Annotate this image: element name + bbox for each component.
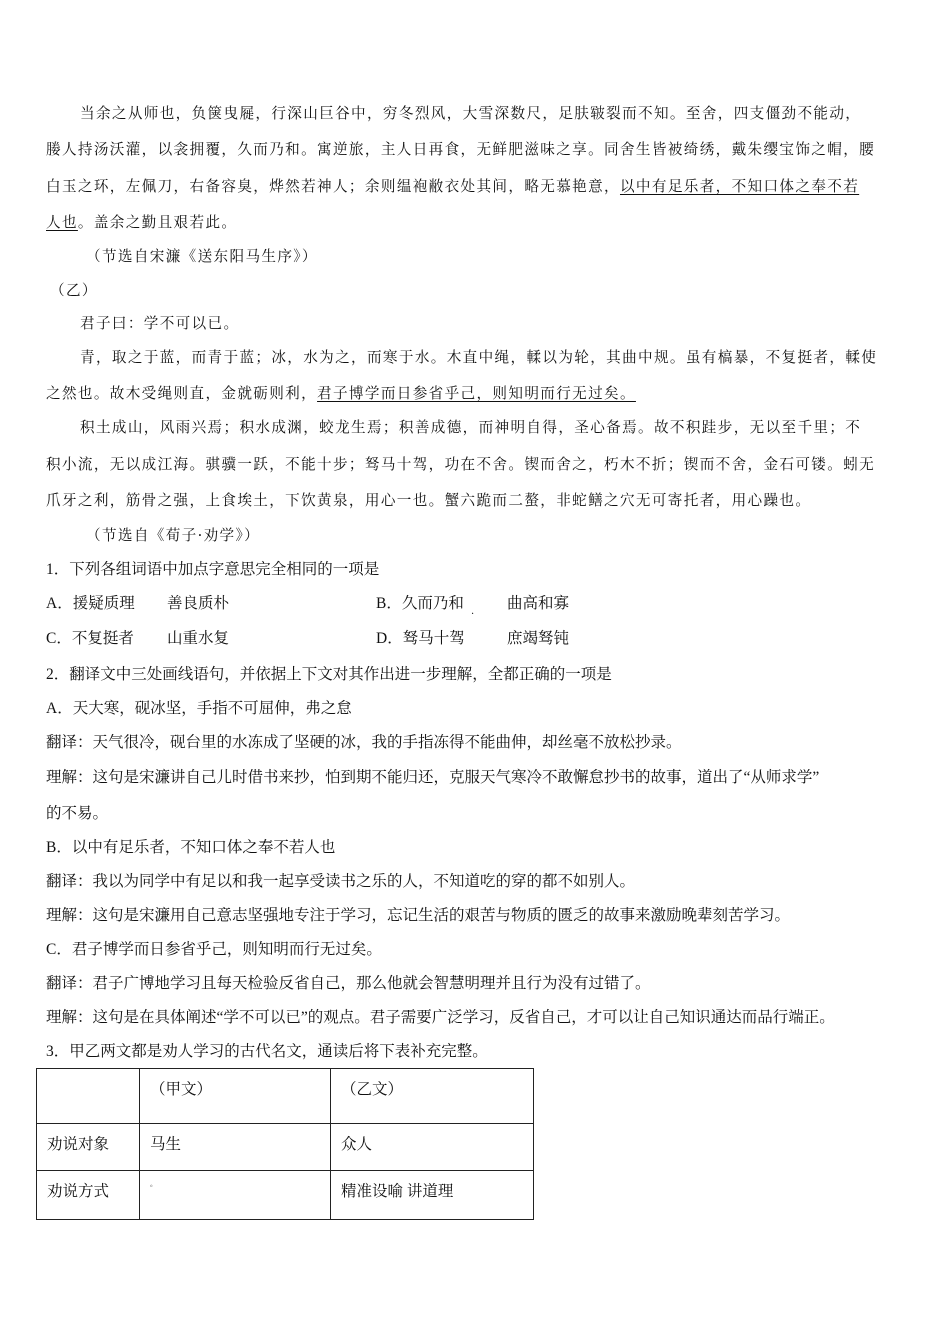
q2-b-understanding: 理解：这句是宋濂用自己意志坚强地专注于学习，忘记生活的艰苦与物质的匮乏的故事来激励晚辈刻苦学习。 <box>46 907 791 924</box>
table-header-yi: （乙文） <box>331 1069 534 1124</box>
q2-a-understanding-2: 的不易。 <box>46 805 109 822</box>
q2-a-title: A．天大寒，砚冰坚，手指不可屈伸，弗之怠 <box>46 700 352 717</box>
q1-option-d-word-2: 庶竭驽钝 <box>507 630 570 647</box>
passage-jia-line-3 <box>46 177 906 197</box>
passage-yi-p2-line-1: 青，取之于蓝，而青于蓝；冰，水为之，而寒于水。木直中绳，輮以为轮，其曲中规。虽有槁暴，不复挺者，輮使 <box>80 349 878 366</box>
table-cell-row-label: 劝说方式 <box>37 1171 140 1220</box>
option-letter: A． <box>46 595 73 612</box>
q3-stem: 3．甲乙两文都是劝人学习的古代名文，通读后将下表补充完整。 <box>46 1043 488 1060</box>
underlined-sentence-yi: 君子博学而日参省乎己，则知明而行无过矣。 <box>317 385 636 402</box>
option-word-1: 驽马十驾 <box>402 630 465 647</box>
q2-stem: 2．翻译文中三处画线语句，并依据上下文对其作出进一步理解，全都正确的一项是 <box>46 666 612 683</box>
table-cell-answer-blank[interactable] <box>140 1171 331 1220</box>
passage-jia-line-3-text: 白玉之环，左佩刀，右备容臭，烨然若神人；余则缊袍敝衣处其间，略无慕艳意， <box>46 178 620 195</box>
underlined-sentence-part-2: 人也 <box>46 214 78 231</box>
q3-table <box>36 1068 534 1220</box>
passage-jia-tail: 。盖余之勤且艰若此。 <box>77 214 238 231</box>
q1-option-d <box>376 629 465 649</box>
q2-a-translation: 翻译：天气很冷，砚台里的水冻成了坚硬的冰，我的手指冻得不能曲伸，却丝毫不放松抄录。 <box>46 734 682 751</box>
q1-option-a-word-2: 善良质朴 <box>167 595 230 612</box>
table-row <box>37 1124 534 1171</box>
q2-c-translation: 翻译：君子广博地学习且每天检验反省自己，那么他就会智慧明理并且行为没有过错了。 <box>46 975 651 992</box>
q2-b-translation: 翻译：我以为同学中有足以和我一起享受读书之乐的人，不知道吃的穿的都不如别人。 <box>46 873 636 890</box>
table-header-jia: （甲文） <box>140 1069 331 1124</box>
table-row <box>37 1069 534 1124</box>
q2-b-title: B．以中有足乐者，不知口体之奉不若人也 <box>46 839 336 856</box>
passage-yi-p3-line-2: 积小流，无以成江海。骐骥一跃，不能十步；驽马十驾，功在不舍。锲而舍之，朽木不折；锲而不舍，金石可镂。蚓无 <box>46 456 876 473</box>
passage-jia-line-2: 媵人持汤沃灌，以衾拥覆，久而乃和。寓逆旅，主人日再食，无鲜肥滋味之享。同舍生皆被绮绣，戴朱缨宝饰之帽，腰 <box>46 141 876 158</box>
passage-yi-p3-line-1: 积土成山，风雨兴焉；积水成渊，蛟龙生焉；积善成德，而神明自得，圣心备焉。故不积跬步，无以至千里；不 <box>80 419 862 436</box>
table-cell: 精准设喻 讲道理 <box>331 1171 534 1220</box>
passage-jia-line-1: 当余之从师也，负箧曳屣，行深山巨谷中，穷冬烈风，大雪深数尺，足肤皲裂而不知。至舍，四支僵劲不能动， <box>80 105 862 122</box>
q2-c-understanding: 理解：这句是在具体阐述“学不可以已”的观点。君子需要广泛学习，反省自己，才可以让自己知识通达而品行端正。 <box>46 1009 835 1026</box>
passage-yi-label: （乙） <box>50 282 98 299</box>
q1-option-a <box>46 594 135 614</box>
q1-option-b <box>376 594 464 614</box>
table-cell: 众人 <box>331 1124 534 1171</box>
passage-yi-p2-line-2-text: 之然也。故木受绳则直，金就砺则利， <box>46 385 318 402</box>
option-letter: D． <box>376 630 403 647</box>
q1-option-b-word-2: 曲高和寡 <box>507 595 570 612</box>
option-word-1: 不复挺者 <box>71 630 134 647</box>
passage-yi-p2-line-2 <box>46 384 906 404</box>
option-word-1: 援疑质理 <box>72 595 135 612</box>
table-row <box>37 1171 534 1220</box>
option-letter: B． <box>376 595 402 612</box>
table-cell-row-label: 劝说对象 <box>37 1124 140 1171</box>
passage-yi-p1: 君子曰：学不可以已。 <box>80 315 240 332</box>
blank-mark: 。 <box>150 1180 157 1188</box>
q1-option-c <box>46 629 134 649</box>
passage-yi-source: （节选自《荀子·劝学》） <box>86 527 261 544</box>
option-letter: C． <box>46 630 72 647</box>
passage-jia-line-4 <box>46 213 906 233</box>
q2-a-understanding-1: 理解：这句是宋濂讲自己儿时借书来抄，怕到期不能归还，克服天气寒冷不敢懈怠抄书的故事，道出了“从师求学” <box>46 769 820 786</box>
q2-c-title: C．君子博学而日参省乎己，则知明而行无过矣。 <box>46 941 382 958</box>
table-cell: 马生 <box>140 1124 331 1171</box>
underlined-sentence-part-1: 以中有足乐者，不知口体之奉不若 <box>619 178 860 195</box>
q1-option-c-word-2: 山重水复 <box>167 630 230 647</box>
passage-jia-source: （节选自宋濂《送东阳马生序》） <box>86 248 318 265</box>
table-cell <box>37 1069 140 1124</box>
emphasis-dot-icon: . <box>471 606 475 617</box>
q1-stem: 1．下列各组词语中加点字意思完全相同的一项是 <box>46 561 380 578</box>
passage-yi-p3-line-3: 爪牙之利，筋骨之强，上食埃土，下饮黄泉，用心一也。蟹六跪而二螯，非蛇鳝之穴无可寄托者，用心躁也。 <box>46 492 812 509</box>
option-word-1: 久而乃和 <box>401 595 464 612</box>
